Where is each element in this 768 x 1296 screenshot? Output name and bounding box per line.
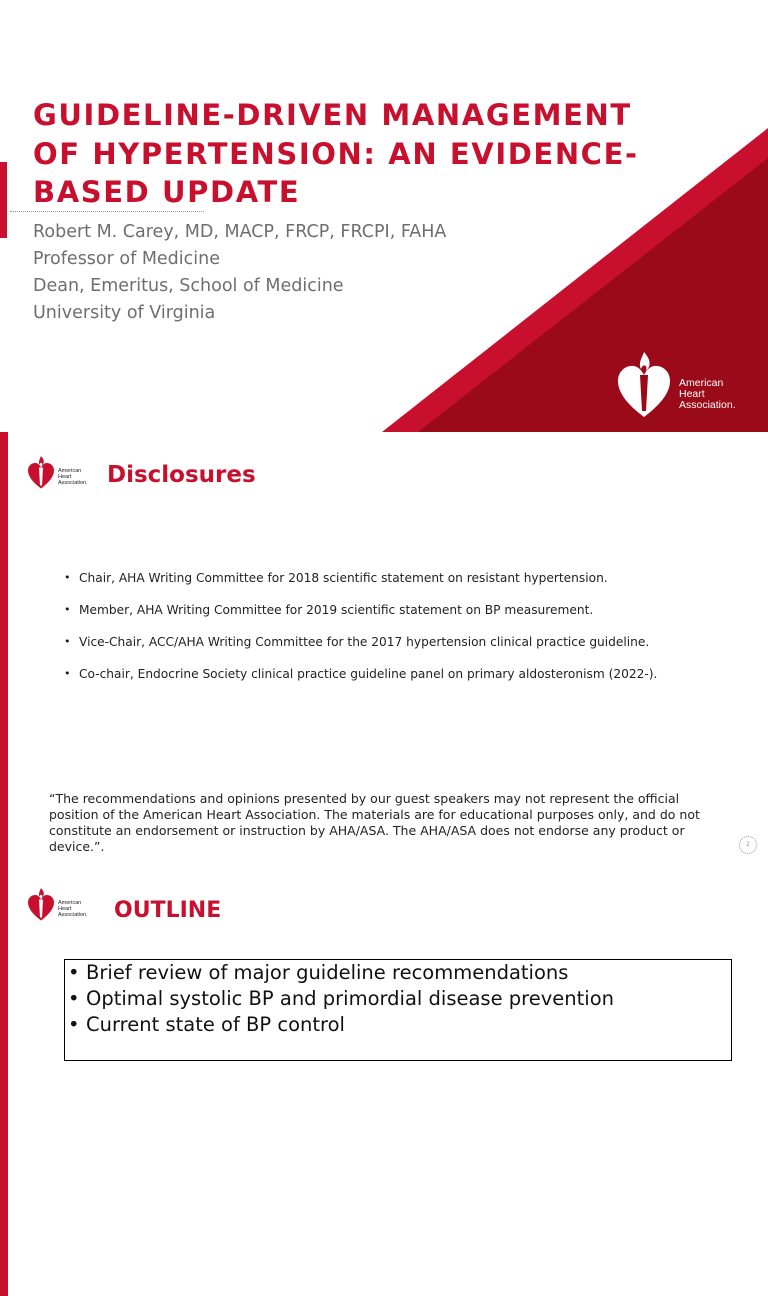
aha-logo (27, 886, 97, 924)
author-institution: University of Virginia (33, 303, 216, 323)
presentation-title: GUIDELINE-DRIVEN MANAGEMENT OF HYPERTENSION: AN EVIDENCE-BASED UPDATE (33, 98, 639, 209)
page-number: 2 (739, 836, 757, 854)
list-item: • Brief review of major guideline recommendations (68, 960, 614, 986)
author-name: Robert M. Carey, MD, MACP, FRCP, FRCPI, FAHA (33, 222, 447, 242)
heart-torch-icon (27, 454, 55, 490)
list-item: • Current state of BP control (68, 1012, 614, 1038)
divider (10, 211, 204, 212)
list-item: • Member, AHA Writing Committee for 2019 scientific statement on BP measurement. (64, 602, 657, 634)
disclosure-list (64, 570, 657, 698)
aha-logo (27, 454, 97, 492)
author-block (33, 219, 446, 327)
author-role: Dean, Emeritus, School of Medicine (33, 276, 344, 296)
outline-list (68, 960, 614, 1038)
accent-bar (0, 162, 7, 238)
list-item: • Chair, AHA Writing Committee for 2018 scientific statement on resistant hypertension. (64, 570, 657, 602)
title-slide (0, 0, 768, 432)
list-item: • Optimal systolic BP and primordial disease prevention (68, 986, 614, 1012)
heart-torch-icon (616, 349, 672, 419)
list-item: • Co-chair, Endocrine Society clinical practice guideline panel on primary aldosteronism (2022-). (64, 666, 657, 698)
slide-title: Disclosures (107, 462, 256, 488)
aha-logo (616, 349, 756, 421)
author-title: Professor of Medicine (33, 249, 220, 269)
accent-bar (0, 432, 8, 864)
list-item: • Vice-Chair, ACC/AHA Writing Committee for the 2017 hypertension clinical practice guideline. (64, 634, 657, 666)
aha-logo-text: American Heart Association. (58, 468, 88, 486)
aha-logo-text: American Heart Association. (58, 900, 88, 918)
disclosures-slide (0, 432, 768, 864)
slide-title: OUTLINE (114, 898, 222, 923)
outline-slide (0, 864, 768, 1036)
disclaimer-text: “The recommendations and opinions presented by our guest speakers may not represent the official position of the American Heart Association. The materials are for educational purposes only, and do not constitute an endorsement or instruction by AHA/ASA. The AHA/ASA does not endorse any product or device.”. (49, 791, 700, 854)
heart-torch-icon (27, 886, 55, 922)
aha-logo-text: American Heart Association. (679, 377, 736, 411)
accent-bar (0, 864, 8, 1296)
